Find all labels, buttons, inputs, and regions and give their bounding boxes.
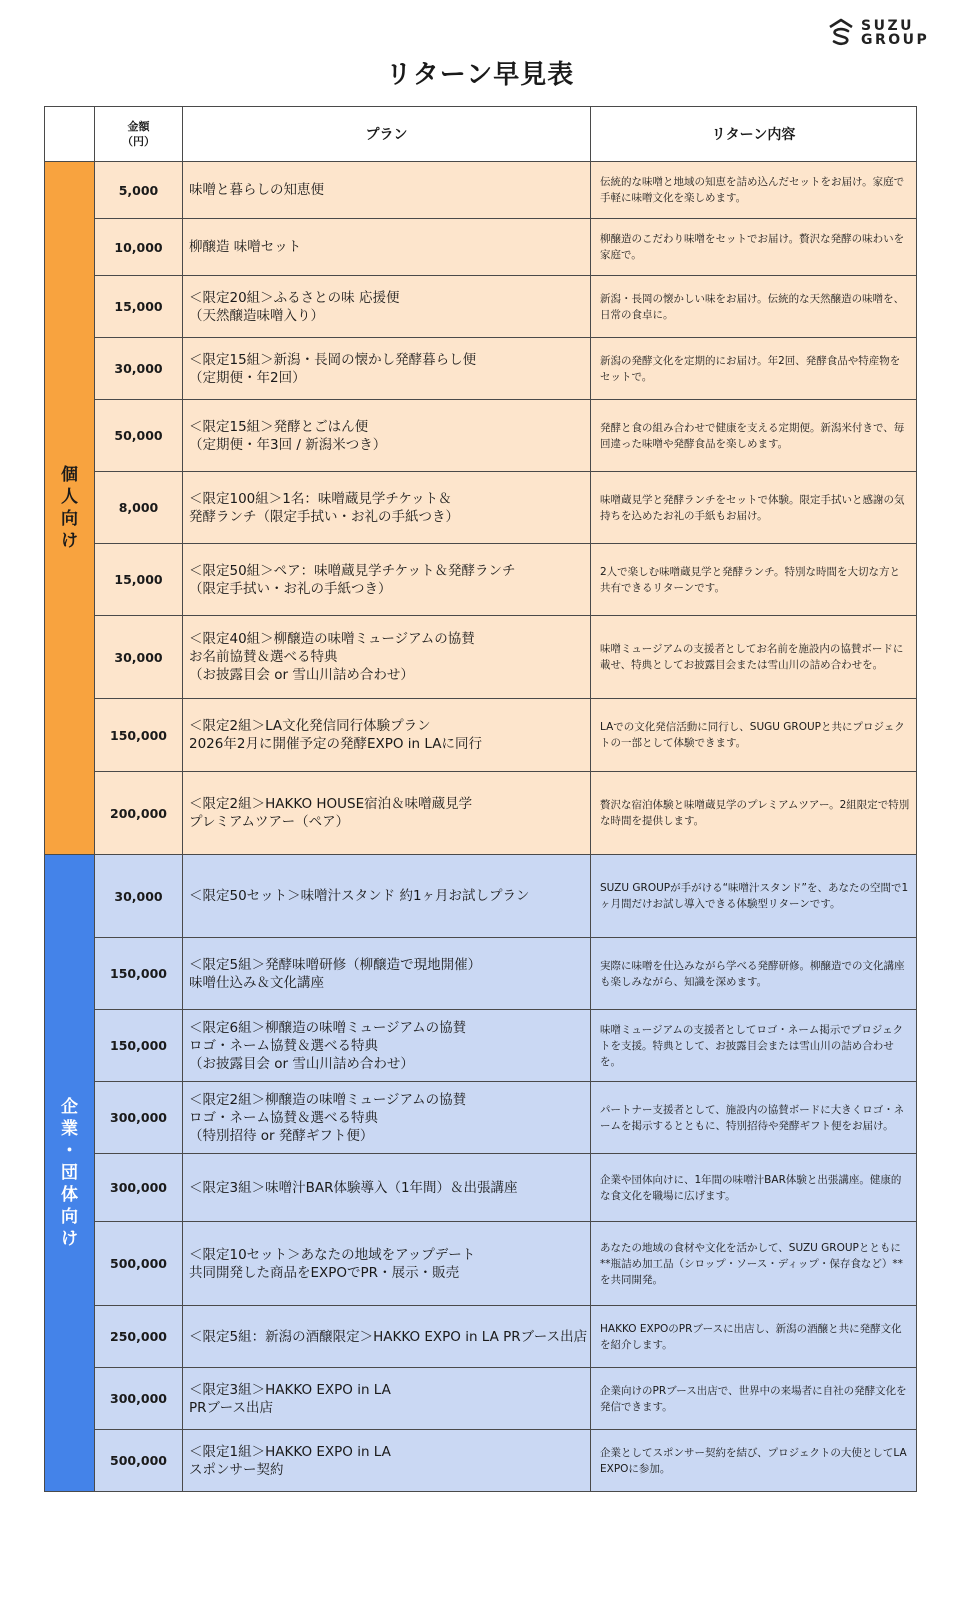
amount-cell: 15,000 bbox=[95, 544, 183, 616]
amount-cell: 10,000 bbox=[95, 219, 183, 276]
table-row bbox=[45, 219, 917, 276]
amount-cell: 250,000 bbox=[95, 1306, 183, 1368]
plan-cell: ＜限定100組＞1名：味噌蔵見学チケット＆ 発酵ランチ（限定手拭い・お礼の手紙つき） bbox=[183, 472, 591, 544]
table-row bbox=[45, 544, 917, 616]
plan-cell: ＜限定1組＞HAKKO EXPO in LA スポンサー契約 bbox=[183, 1430, 591, 1492]
page-title: リターン早見表 bbox=[385, 60, 575, 90]
category-char: 人 bbox=[61, 487, 78, 507]
amount-header-line2: （円） bbox=[122, 135, 155, 148]
content-cell: あなたの地域の食材や文化を活かして、SUZU GROUPとともに**瓶詰め加工品（シロップ・ソース・ディップ・保存食など）**を共同開発。 bbox=[591, 1222, 917, 1306]
brand-line1: SUZU bbox=[861, 18, 914, 34]
amount-cell: 30,000 bbox=[95, 616, 183, 699]
content-cell: 味噌ミュージアムの支援者としてお名前を施設内の協賛ボードに載せ、特典としてお披露目会または雪山川の詰め合わせを。 bbox=[591, 616, 917, 699]
plan-cell: ＜限定6組＞柳醸造の味噌ミュージアムの協賛 ロゴ・ネーム協賛＆選べる特典 （お披露目会 or 雪山川詰め合わせ） bbox=[183, 1010, 591, 1082]
category-char: け bbox=[61, 531, 78, 551]
amount-cell: 300,000 bbox=[95, 1368, 183, 1430]
category-char: け bbox=[61, 1229, 78, 1249]
table-row bbox=[45, 938, 917, 1010]
plan-cell: 味噌と暮らしの知恵便 bbox=[183, 162, 591, 219]
brand-line2: GROUP bbox=[861, 32, 930, 48]
content-cell: HAKKO EXPOのPRブースに出店し、新潟の酒醸と共に発酵文化を紹介します。 bbox=[591, 1306, 917, 1368]
amount-cell: 5,000 bbox=[95, 162, 183, 219]
content-cell: 企業としてスポンサー契約を結び、プロジェクトの大使としてLA EXPOに参加。 bbox=[591, 1430, 917, 1492]
category-char: ・ bbox=[61, 1141, 78, 1161]
amount-cell: 15,000 bbox=[95, 276, 183, 338]
plan-cell: ＜限定15組＞新潟・長岡の懐かし発酵暮らし便 （定期便・年2回） bbox=[183, 338, 591, 400]
category-header bbox=[45, 107, 95, 162]
content-cell: 柳醸造のこだわり味噌をセットでお届け。贅沢な発酵の味わいを家庭で。 bbox=[591, 219, 917, 276]
content-cell: 新潟・長岡の懐かしい味をお届け。伝統的な天然醸造の味噌を、日常の食卓に。 bbox=[591, 276, 917, 338]
category-char: 向 bbox=[61, 509, 78, 529]
plan-cell: ＜限定2組＞HAKKO HOUSE宿泊＆味噌蔵見学 プレミアムツアー（ペア） bbox=[183, 772, 591, 855]
table-row bbox=[45, 400, 917, 472]
table-row bbox=[45, 1306, 917, 1368]
content-cell: 実際に味噌を仕込みながら学べる発酵研修。柳醸造での文化講座も楽しみながら、知識を深めます。 bbox=[591, 938, 917, 1010]
plan-cell: ＜限定20組＞ふるさとの味 応援便 （天然醸造味噌入り） bbox=[183, 276, 591, 338]
amount-cell: 500,000 bbox=[95, 1430, 183, 1492]
category-char: 企 bbox=[61, 1097, 78, 1117]
content-cell: 2人で楽しむ味噌蔵見学と発酵ランチ。特別な時間を大切な方と共有できるリターンです。 bbox=[591, 544, 917, 616]
category-corporate bbox=[45, 855, 95, 1492]
amount-cell: 150,000 bbox=[95, 1010, 183, 1082]
content-header: リターン内容 bbox=[591, 107, 917, 162]
category-char: 体 bbox=[61, 1185, 78, 1205]
content-cell: 味噌ミュージアムの支援者としてロゴ・ネーム掲示でプロジェクトを支援。特典として、お披露目会または雪山川の詰め合わせを。 bbox=[591, 1010, 917, 1082]
plan-cell: ＜限定15組＞発酵とごはん便 （定期便・年3回 / 新潟米つき） bbox=[183, 400, 591, 472]
amount-header bbox=[95, 107, 183, 162]
plan-header: プラン bbox=[183, 107, 591, 162]
category-char: 向 bbox=[61, 1207, 78, 1227]
amount-cell: 8,000 bbox=[95, 472, 183, 544]
table-row bbox=[45, 1368, 917, 1430]
table-row bbox=[45, 276, 917, 338]
table-row bbox=[45, 1222, 917, 1306]
table-row bbox=[45, 472, 917, 544]
plan-cell: ＜限定2組＞LA文化発信同行体験プラン 2026年2月に開催予定の発酵EXPO in LAに同行 bbox=[183, 699, 591, 772]
plan-cell: ＜限定5組＞発酵味噌研修（柳醸造で現地開催） 味噌仕込み＆文化講座 bbox=[183, 938, 591, 1010]
table-row bbox=[45, 1082, 917, 1154]
table-row bbox=[45, 162, 917, 219]
table-row bbox=[45, 1154, 917, 1222]
content-cell: SUZU GROUPが手がける“味噌汁スタンド”を、あなたの空間で1ヶ月間だけお試し導入できる体験型リターンです。 bbox=[591, 855, 917, 938]
content-cell: 企業や団体向けに、1年間の味噌汁BAR体験と出張講座。健康的な食文化を職場に広げます。 bbox=[591, 1154, 917, 1222]
plan-cell: ＜限定3組＞HAKKO EXPO in LA PRブース出店 bbox=[183, 1368, 591, 1430]
category-char: 業 bbox=[61, 1119, 78, 1139]
brand-name bbox=[861, 19, 929, 47]
plan-cell: ＜限定2組＞柳醸造の味噌ミュージアムの協賛 ロゴ・ネーム協賛＆選べる特典 （特別招待 or 発酵ギフト便） bbox=[183, 1082, 591, 1154]
table-row bbox=[45, 1430, 917, 1492]
amount-header-line1: 金額 bbox=[127, 120, 150, 133]
amount-cell: 50,000 bbox=[95, 400, 183, 472]
plan-cell: ＜限定5組：新潟の酒醸限定＞HAKKO EXPO in LA PRブース出店 bbox=[183, 1306, 591, 1368]
content-cell: LAでの文化発信活動に同行し、SUGU GROUPと共にプロジェクトの一部として体験できます。 bbox=[591, 699, 917, 772]
content-cell: 味噌蔵見学と発酵ランチをセットで体験。限定手拭いと感謝の気持ちを込めたお礼の手紙もお届け。 bbox=[591, 472, 917, 544]
plan-cell: ＜限定50セット＞味噌汁スタンド 約1ヶ月お試しプラン bbox=[183, 855, 591, 938]
amount-cell: 200,000 bbox=[95, 772, 183, 855]
amount-cell: 300,000 bbox=[95, 1154, 183, 1222]
content-cell: 企業向けのPRブース出店で、世界中の来場者に自社の発酵文化を発信できます。 bbox=[591, 1368, 917, 1430]
plan-cell: 柳醸造 味噌セット bbox=[183, 219, 591, 276]
content-cell: 贅沢な宿泊体験と味噌蔵見学のプレミアムツアー。2組限定で特別な時間を提供します。 bbox=[591, 772, 917, 855]
category-char: 団 bbox=[61, 1163, 78, 1183]
category-personal bbox=[45, 162, 95, 855]
category-corporate-label bbox=[45, 1096, 94, 1250]
plan-cell: ＜限定10セット＞あなたの地域をアップデート 共同開発した商品をEXPOでPR・展示・販売 bbox=[183, 1222, 591, 1306]
returns-table bbox=[44, 106, 917, 1492]
table-row bbox=[45, 855, 917, 938]
category-char: 個 bbox=[61, 465, 78, 485]
content-cell: 伝統的な味噌と地域の知恵を詰め込んだセットをお届け。家庭で手軽に味噌文化を楽しめます。 bbox=[591, 162, 917, 219]
category-personal-label bbox=[45, 464, 94, 552]
s-mark-icon bbox=[826, 17, 856, 49]
table-row bbox=[45, 699, 917, 772]
content-cell: 新潟の発酵文化を定期的にお届け。年2回、発酵食品や特産物をセットで。 bbox=[591, 338, 917, 400]
content-cell: パートナー支援者として、施設内の協賛ボードに大きくロゴ・ネームを掲示するとともに、特別招待や発酵ギフト便をお届け。 bbox=[591, 1082, 917, 1154]
content-cell: 発酵と食の組み合わせで健康を支える定期便。新潟米付きで、毎回違った味噌や発酵食品を楽しめます。 bbox=[591, 400, 917, 472]
amount-cell: 300,000 bbox=[95, 1082, 183, 1154]
table-row bbox=[45, 1010, 917, 1082]
amount-cell: 30,000 bbox=[95, 855, 183, 938]
amount-cell: 150,000 bbox=[95, 699, 183, 772]
table-header-row bbox=[45, 107, 917, 162]
table-row bbox=[45, 338, 917, 400]
brand-logo bbox=[826, 16, 936, 50]
plan-cell: ＜限定40組＞柳醸造の味噌ミュージアムの協賛 お名前協賛＆選べる特典 （お披露目会 or 雪山川詰め合わせ） bbox=[183, 616, 591, 699]
plan-cell: ＜限定50組＞ペア：味噌蔵見学チケット＆発酵ランチ （限定手拭い・お礼の手紙つき） bbox=[183, 544, 591, 616]
table-row bbox=[45, 772, 917, 855]
amount-cell: 500,000 bbox=[95, 1222, 183, 1306]
plan-cell: ＜限定3組＞味噌汁BAR体験導入（1年間）＆出張講座 bbox=[183, 1154, 591, 1222]
table-row bbox=[45, 616, 917, 699]
amount-cell: 30,000 bbox=[95, 338, 183, 400]
amount-cell: 150,000 bbox=[95, 938, 183, 1010]
